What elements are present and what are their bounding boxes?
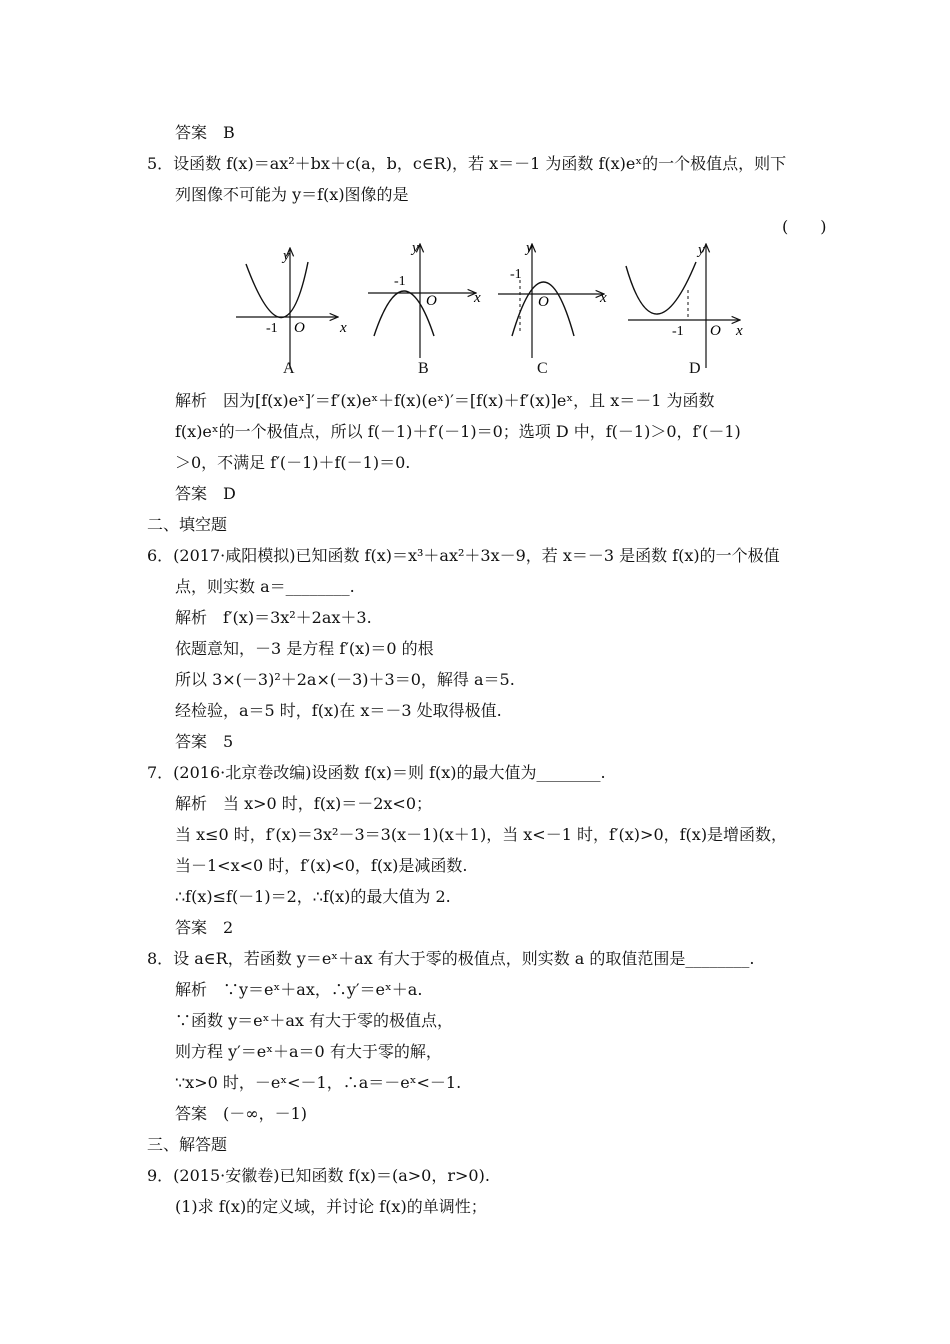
answer-7: 答案 2 [175,918,234,937]
question-6-line-1: 6．(2017·咸阳模拟)已知函数 f(x)＝x³＋ax²＋3x－9，若 x＝－3 是函数 f(x)的一个极值 [147,546,780,565]
graph-b-curve [374,291,434,336]
graph-c-label: C [537,360,548,377]
graph-a-minus-one: -1 [266,321,278,336]
answer-line-4: 答案 B [175,123,235,142]
graph-a-curve [246,262,308,318]
option-graphs-svg [228,240,758,380]
solution-6-line-3: 所以 3×(－3)²＋2a×(－3)＋3＝0，解得 a＝5. [175,670,515,689]
question-6-line-2: 点，则实数 a＝________. [175,577,355,596]
graph-d [626,242,743,368]
solution-8-line-4: ∵x>0 时，－eˣ<－1，∴a＝－eˣ<－1. [175,1073,462,1092]
solution-6-line-2: 依题意知，－3 是方程 f′(x)＝0 的根 [175,639,434,658]
graph-d-curve [626,262,696,314]
graph-a-origin: O [294,320,305,336]
answer-8: 答案 (－∞，－1) [175,1104,307,1123]
question-5-line-1: 5．设函数 f(x)＝ax²＋bx＋c(a，b，c∈R)，若 x＝－1 为函数 f(x)eˣ的一个极值点，则下 [147,154,787,173]
answer-6: 答案 5 [175,732,234,751]
graph-a [236,248,347,368]
section-solve: 三、解答题 [147,1135,228,1154]
solution-7-line-2: 当 x≤0 时，f′(x)＝3x²－3＝3(x－1)(x＋1)，当 x<－1 时，f′(x)>0，f(x)是增函数， [175,825,788,844]
graph-b-minus-one: -1 [394,274,406,289]
graph-b-origin: O [426,293,437,309]
graph-a-label: A [283,360,295,377]
graph-d-origin: O [710,323,721,339]
graph-c-origin: O [538,294,549,310]
graph-b-y-label: y [412,240,419,256]
solution-6-line-4: 经检验，a＝5 时，f(x)在 x＝－3 处取得极值. [175,701,502,720]
graph-c-y-label: y [526,240,533,256]
question-7: 7．(2016·北京卷改编)设函数 f(x)＝则 f(x)的最大值为________. [147,763,606,782]
question-9: 9．(2015·安徽卷)已知函数 f(x)＝(a>0，r>0). [147,1166,490,1185]
solution-5-line-2: f(x)eˣ的一个极值点，所以 f(－1)＋f′(－1)＝0；选项 D 中，f(－1)＞0，f′(－1) [175,422,741,441]
answer-bracket: ( ) [782,217,827,236]
question-5-line-2: 列图像不可能为 y＝f(x)图像的是 [175,185,409,204]
solution-7-line-4: ∴f(x)≤f(－1)＝2，∴f(x)的最大值为 2. [175,887,451,906]
graph-d-minus-one: -1 [672,324,684,339]
question-8: 8．设 a∈R，若函数 y＝eˣ＋ax 有大于零的极值点，则实数 a 的取值范围是________. [147,949,755,968]
graph-a-y-label: y [283,248,290,264]
solution-5-line-3: ＞0，不满足 f′(－1)＋f(－1)＝0. [175,453,411,472]
solution-8-line-2: ∵函数 y＝eˣ＋ax 有大于零的极值点， [175,1011,454,1030]
option-graphs [228,240,758,380]
graph-d-x-label: x [736,323,743,339]
graph-b [368,240,481,358]
solution-7-line-1: 解析 当 x>0 时，f(x)＝－2x<0； [175,794,433,813]
graph-c-x-label: x [600,290,607,306]
graph-a-x-label: x [340,320,347,336]
solution-5-line-1: 解析 因为[f(x)eˣ]′＝f′(x)eˣ＋f(x)(eˣ)′＝[f(x)＋f′(x)]eˣ，且 x＝－1 为函数 [175,391,715,410]
answer-5: 答案 D [175,484,236,503]
question-9-part-1: (1)求 f(x)的定义域，并讨论 f(x)的单调性； [175,1197,487,1216]
graph-d-y-label: y [698,242,705,258]
solution-6-line-1: 解析 f′(x)＝3x²＋2ax＋3. [175,608,372,627]
solution-7-line-3: 当－1<x<0 时，f′(x)<0，f(x)是减函数. [175,856,468,875]
graph-b-label: B [418,360,429,377]
graph-c-minus-one: -1 [510,267,522,282]
solution-8-line-3: 则方程 y′＝eˣ＋a＝0 有大于零的解， [175,1042,442,1061]
graph-d-label: D [689,360,701,377]
section-fill-blank: 二、填空题 [147,515,228,534]
solution-8-line-1: 解析 ∵y＝eˣ＋ax，∴y′＝eˣ＋a. [175,980,423,999]
graph-b-x-label: x [474,290,481,306]
graph-c [498,240,607,358]
